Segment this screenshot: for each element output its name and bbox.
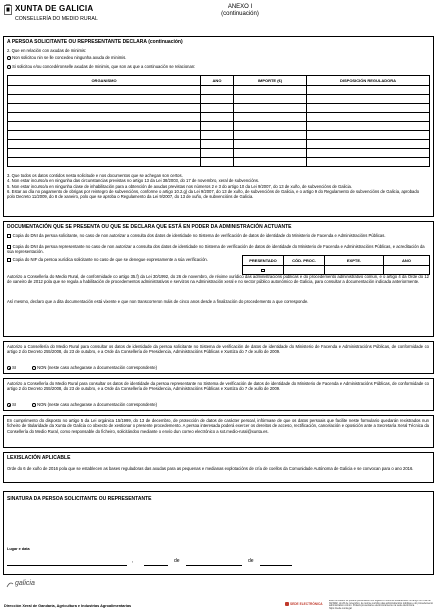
place-date-label: Lugar e data bbox=[7, 547, 30, 551]
section-auth-applicant bbox=[3, 341, 434, 374]
minimis-question: 2. Que en relación con axudas de minimis: bbox=[7, 48, 87, 53]
auth-option-yes[interactable] bbox=[7, 402, 16, 407]
galicia-swoosh-icon bbox=[6, 581, 14, 589]
table-row[interactable] bbox=[8, 158, 430, 167]
auth-text: Autorizo a Consellería do Medio Rural para consultar os datos de identidade da persoa solicitante no Sistema de verificación de datos de identidade do Ministerio de Facenda e Administracións Públicas, de conformidade co artigo 2 do Decreto 255/2008, do 23 de outubro, e a Orde da Consellería de Presidencia, Administracións Públicas e Xustiza do 7 de xullo de 2009. bbox=[7, 344, 429, 355]
declaration-point: 4. Non estar incurso/a en ningunha das circunstancias previstas no artigo 13 da Lei 38/2003, do 17 de novembro, xeral de subvencións. bbox=[7, 178, 260, 184]
year-field[interactable] bbox=[260, 555, 292, 566]
legislation-text: Orde do 6 de xuño de 2016 pola que se establecen as bases reguladoras das axudas para as pequenas e medianas explotacións de cría de coellos da Comunidade Autónoma de Galicia e se convocan para o ano 2016. bbox=[7, 466, 414, 471]
col-importe: IMPORTE (€) bbox=[234, 76, 307, 86]
checkbox-icon[interactable] bbox=[7, 234, 11, 238]
section-title: A PERSOA SOLICITANTE OU REPRESENTANTE DECLARA (continuación) bbox=[7, 39, 183, 45]
col-disposicion: DISPOSICIÓN REGULADORA bbox=[307, 76, 430, 86]
doc-label: Copia do DNI da persoa representante no caso de non autorizar a consulta dos datos de identidade no Sistema de verificación de datos de identidade do Ministerio de Facenda e Administracións Públicas, e acreditación da súa representación. bbox=[7, 244, 425, 255]
doc-presented-table bbox=[242, 255, 430, 275]
declaration-point: 6. Estar ao día no pagamento de obrigas por reintegro de subvencións, conforme o artigo 10.2.g) da Lei 9/2007, do 13 de xuño, de subvencións de Galicia, e o artigo 9 do Regulamento de subvencións de Galicia, aprobado polo Decreto 11/2009, do 8 de xaneiro, polo que se aproba o Regulamento da Lei 9/2007, do 13 de xuño, de subvencións de Galicia. bbox=[7, 188, 420, 199]
option-label: SI bbox=[12, 365, 17, 370]
xunta-logo bbox=[4, 4, 124, 26]
col-organismo: ORGANISMO bbox=[8, 76, 201, 86]
col-cod-proc: CÓD. PROC. bbox=[284, 256, 325, 266]
table-row[interactable] bbox=[8, 140, 430, 149]
declare-text: Así mesmo, declaro que a dita documentación está vixente e que non transcorreron máis de cinco anos desde a finalización do procedemento a que corresponde. bbox=[7, 299, 309, 304]
date-separator: , bbox=[132, 558, 134, 564]
doc-item-nif[interactable] bbox=[7, 257, 239, 262]
table-header-row bbox=[8, 76, 430, 86]
section-title: SINATURA DA PERSOA SOLICITANTE OU REPRESENTANTE bbox=[7, 496, 152, 502]
authorize-text: Autorizo a Consellería do Medio Rural, de conformidade co artigo 35.f) da Lei 30/1992, do 26 de novembro, de réxime xurídico das administracións públicas e do procedemento administrativo común, e o artigo 4 da Orde do 12 de xaneiro de 2012 pola que se regula a habilitación de procedementos administrativos e servizos na Administración xeral e no sector público autonómico de Galicia, para consultar a documentación indicada anteriormente. bbox=[7, 274, 429, 285]
checkbox-icon[interactable] bbox=[7, 258, 11, 262]
place-field[interactable] bbox=[7, 555, 127, 566]
table-row[interactable] bbox=[8, 113, 430, 122]
radio-icon[interactable] bbox=[7, 56, 11, 60]
doc-label: Copia do NIF da persoa xurídica solicitante no caso de que se denegue expresamente a súa verificación. bbox=[12, 257, 208, 262]
privacy-text: En cumprimento do disposto no artigo 5 da Lei orgánica 15/1999, do 13 de decembro, de protección de datos de carácter persoal, infórmase de que os datos persoais que facilite neste formulario quedarán rexistrados nun ficheiro de titularidade da Xunta de Galicia co obxecto de xestionar o presente procedemento. A persoa interesada poderá exercer os dereitos de acceso, rectificación, cancelación e oposición ante a Secretaría Xeral Técnica da Consellería do Medio Rural, como responsable do ficheiro, solicitándoo mediante o envío dun correo electrónico a sxt.medio-rural@xunta.es. bbox=[7, 418, 429, 434]
table-row[interactable] bbox=[8, 131, 430, 140]
minimis-table bbox=[7, 75, 430, 167]
option-label: Non solicitou nin se lle concedeu ningunha axuda de minimis. bbox=[12, 55, 127, 60]
xunta-crest-icon bbox=[4, 4, 12, 15]
option-label: NON (neste caso achegarase a documentación correspondente) bbox=[37, 365, 157, 370]
section-privacy bbox=[3, 415, 434, 448]
section-declarations bbox=[3, 36, 434, 217]
sede-label: SEDE ELECTRÓNICA bbox=[290, 602, 323, 606]
col-expte: EXPTE. bbox=[325, 256, 384, 266]
section-title: LEXISLACIÓN APLICABLE bbox=[7, 455, 71, 461]
auth-option-yes[interactable] bbox=[7, 365, 16, 370]
logo-subtitle: CONSELLERÍA DO MEDIO RURAL bbox=[15, 16, 98, 22]
doc-item-dni-applicant[interactable] bbox=[7, 233, 429, 238]
doc-label: Copia do DNI da persoa solicitante, no caso de non autorizar a consulta dos datos de identidade no Sistema de verificación de datos de identidade do Ministerio de Facenda e Administracións Públicas. bbox=[12, 233, 386, 238]
section-title: DOCUMENTACIÓN QUE SE PRESENTA OU QUE SE DECLARA QUE ESTÁ EN PODER DA ADMINISTRACIÓN ACTUANTE bbox=[7, 224, 292, 230]
date-separator: de bbox=[248, 558, 254, 564]
date-separator: de bbox=[174, 558, 180, 564]
auth-text: Autorizo a Consellería do Medio Rural para consultar os datos de identidade da persoa representante no Sistema de verificación de datos de identidade do Ministerio de Facenda e Administracións Públicas, de conformidade co artigo 2 do Decreto 255/2008, do 23 de outubro, e a Orde da Consellería de Presidencia, Administracións Públicas e Xustiza do 7 de xullo de 2009. bbox=[7, 381, 429, 392]
logo-title: XUNTA DE GALICIA bbox=[15, 4, 94, 13]
table-row[interactable] bbox=[8, 86, 430, 95]
section-signature bbox=[3, 491, 434, 575]
annex-subtitle: (continuación) bbox=[221, 11, 259, 17]
section-legislation bbox=[3, 452, 434, 483]
footer-department: Dirección Xeral de Gandaría, Agricultura e Industrias Agroalimentarias bbox=[4, 604, 132, 608]
declaration-points bbox=[7, 173, 427, 199]
galicia-logo-text: galicia bbox=[15, 580, 35, 587]
option-label: NON (neste caso achegarase a documentación correspondente) bbox=[37, 402, 157, 407]
radio-icon[interactable] bbox=[7, 366, 11, 370]
table-row[interactable] bbox=[8, 149, 430, 158]
declaration-point: 3. Que todos os datos contidos nesta solicitude e nos documentos que se achegan son certos. bbox=[7, 173, 183, 178]
sede-text: Este formulario só poderá presentarse nos lugares e rexistros establecidos no artigo 38.4 da Lei 30/1992, do 26 de novembro, de réxime xurídico das administracións públicas e do procedemento administrativo común. Poderá presentarse electronicamente na sede electrónica https://sede.xunta.gal bbox=[329, 600, 433, 610]
table-row[interactable] bbox=[8, 122, 430, 131]
minimis-option-no[interactable] bbox=[7, 55, 126, 60]
col-presentado: PRESENTADO bbox=[243, 256, 284, 266]
table-row[interactable] bbox=[8, 95, 430, 104]
checkbox-icon[interactable] bbox=[7, 245, 11, 249]
radio-icon[interactable] bbox=[7, 403, 11, 407]
doc-item-dni-representative[interactable] bbox=[7, 244, 429, 255]
radio-icon[interactable] bbox=[7, 65, 11, 69]
radio-icon[interactable] bbox=[32, 403, 36, 407]
radio-icon[interactable] bbox=[32, 366, 36, 370]
option-label: SI bbox=[12, 402, 17, 407]
minimis-option-yes[interactable] bbox=[7, 64, 195, 69]
option-label: Si solicitou e/ou concedéronselle axudas de minimis, que son as que a continuación se relacionan: bbox=[12, 64, 196, 69]
sede-badge[interactable] bbox=[285, 602, 323, 606]
day-field[interactable] bbox=[144, 555, 168, 566]
checkbox-icon[interactable] bbox=[261, 269, 265, 273]
col-ano: ANO bbox=[384, 256, 430, 266]
annex-title: ANEXO I bbox=[227, 4, 253, 10]
sede-icon bbox=[285, 602, 289, 606]
section-documentation bbox=[3, 221, 434, 337]
declaration-point: 5. Non estar incurso/a en ningunha clase de inhabilitación para a obtención de axudas previstas nos números 2 e 3 do artigo 10 da Lei 9/2007, do 13 de xuño, de subvencións de Galicia. bbox=[7, 183, 353, 189]
table-row[interactable] bbox=[8, 104, 430, 113]
section-auth-representative bbox=[3, 378, 434, 411]
month-field[interactable] bbox=[186, 555, 242, 566]
col-ano: ANO bbox=[201, 76, 234, 86]
auth-option-no[interactable] bbox=[32, 365, 157, 370]
auth-option-no[interactable] bbox=[32, 402, 157, 407]
